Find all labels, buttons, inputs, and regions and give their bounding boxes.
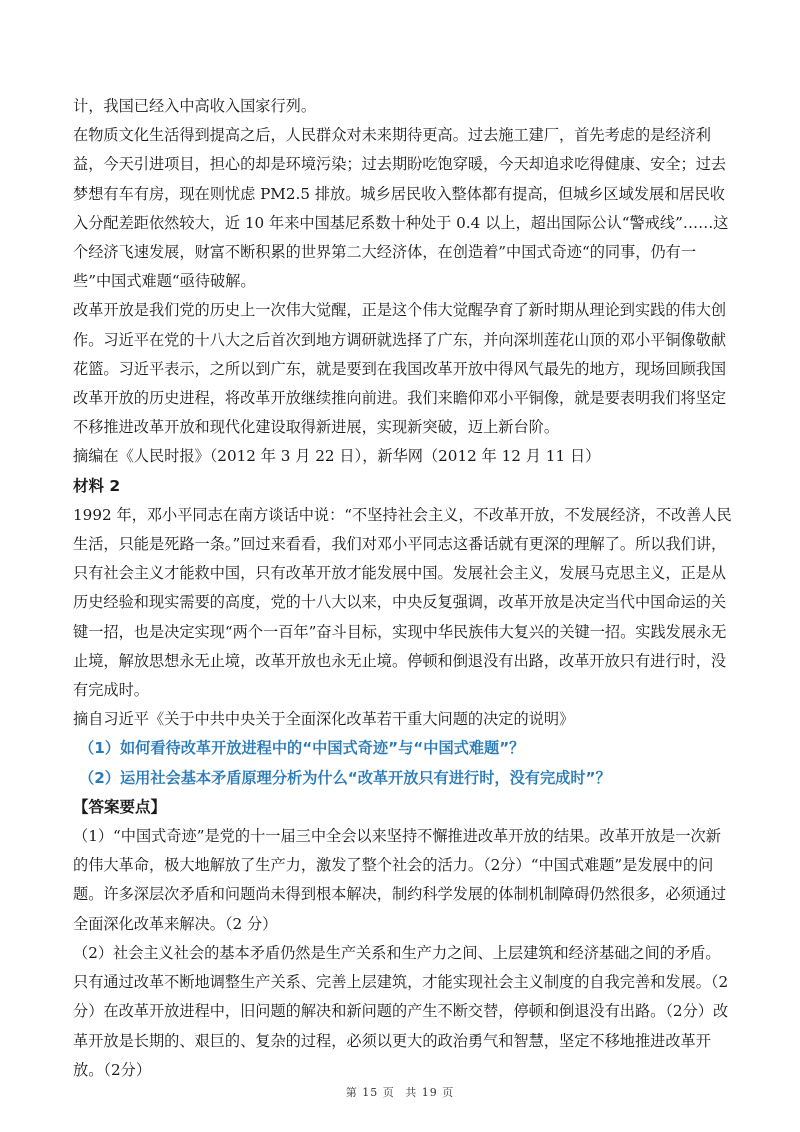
- answer-heading: 【答案要点】: [73, 797, 167, 816]
- source-citation-1: 摘编在《人民时报》（2012 年 3 月 22 日），新华网（2012 年 12 月 11 日）: [73, 447, 601, 466]
- document-body: [73, 92, 733, 1085]
- material-2-heading: 材料 2: [73, 476, 121, 495]
- source-citation-2: 摘自习近平《关于中共中央关于全面深化改革若干重大问题的决定的说明》: [73, 710, 575, 729]
- paragraph-deng-speech: 1992 年，邓小平同志在南方谈话中说：“不坚持社会主义，不改革开放，不发展经济，不改善人民生活，只能是死路一条。”回过来看看，我们对邓小平同志这番话就有更深的理解了。所以我们讲，只有社会主义才能救中国，只有改革开放才能发展中国。发展社会主义，发展马克思主义，正是从历史经验和现实需要的高度，党的十八大以来，中央反复强调，改革开放是决定当代中国命运的关键一招，也是决定实现“两个一百年”奋斗目标，实现中华民族伟大复兴的关键一招。实践发展永无止境，解放思想永无止境，改革开放也永无止境。停顿和倒退没有出路，改革开放只有进行时，没有完成时。: [73, 505, 732, 700]
- paragraph-expectations: 在物质文化生活得到提高之后，人民群众对未来期待更高。过去施工建厂，首先考虑的是经济利益，今天引进项目，担心的却是环境污染；过去期盼吃饱穿暖，今天却追求吃得健康、安全；过去梦想有车有房，现在则忧虑 PM2.5 排放。城乡居民收入整体都有提高，但城乡区域发展和居民收入分配差距依然较大，近 10 年来中国基尼系数十种处于 0.4 以上，超出国际公认“警戒线”……这个经济飞速发展，财富不断积累的世界第二大经济体，在创造着”中国式奇迹“的同事，仍有一些”中国式难题“亟待破解。: [73, 126, 729, 291]
- paragraph-reform-awakening: 改革开放是我们党的历史上一次伟大觉醒，正是这个伟大觉醒孕育了新时期从理论到实践的伟大创作。习近平在党的十八大之后首次到地方调研就选择了广东，并向深圳莲花山顶的邓小平铜像敬献花篮。习近平表示，之所以到广东，就是要到在我国改革开放中得风气最先的地方，现场回顾我国改革开放的历史进程，将改革开放继续推向前进。我们来瞻仰邓小平铜像，就是要表明我们将坚定不移推进改革开放和现代化建设取得新进展，实现新突破，迈上新台阶。: [73, 301, 727, 437]
- total-pages: 共 19 页: [405, 1086, 455, 1099]
- page-footer: [0, 1084, 800, 1100]
- paragraph-continuation: 计，我国已经入中高收入国家行列。: [73, 97, 316, 115]
- answer-1: （1）“中国式奇迹”是党的十一届三中全会以来坚持不懈推进改革开放的结果。改革开放是一次新的伟大革命，极大地解放了生产力，激发了整个社会的活力。（2分）“中国式难题”是发展中的问题。许多深层次矛盾和问题尚未得到根本解决，制约科学发展的体制机制障碍仍然很多，必须通过全面深化改革来解决。（2 分）: [73, 827, 727, 933]
- page-number: 第 15 页: [345, 1086, 395, 1099]
- question-1: （1）如何看待改革开放进程中的“中国式奇迹”与“中国式难题”？: [79, 739, 525, 758]
- question-2: （2）运用社会基本矛盾原理分析为什么“改革开放只有进行时，没有完成时”？: [79, 768, 611, 787]
- answer-2: （2）社会主义社会的基本矛盾仍然是生产关系和生产力之间、上层建筑和经济基础之间的矛盾。只有通过改革不断地调整生产关系、完善上层建筑，才能实现社会主义制度的自我完善和发展。（2分）在改革开放进程中，旧问题的解决和新问题的产生不断交替，停顿和倒退没有出路。（2分）改革开放是长期的、艰巨的、复杂的过程，必须以更大的政治勇气和智慧，坚定不移地推进改革开放。（2分）: [73, 943, 729, 1079]
